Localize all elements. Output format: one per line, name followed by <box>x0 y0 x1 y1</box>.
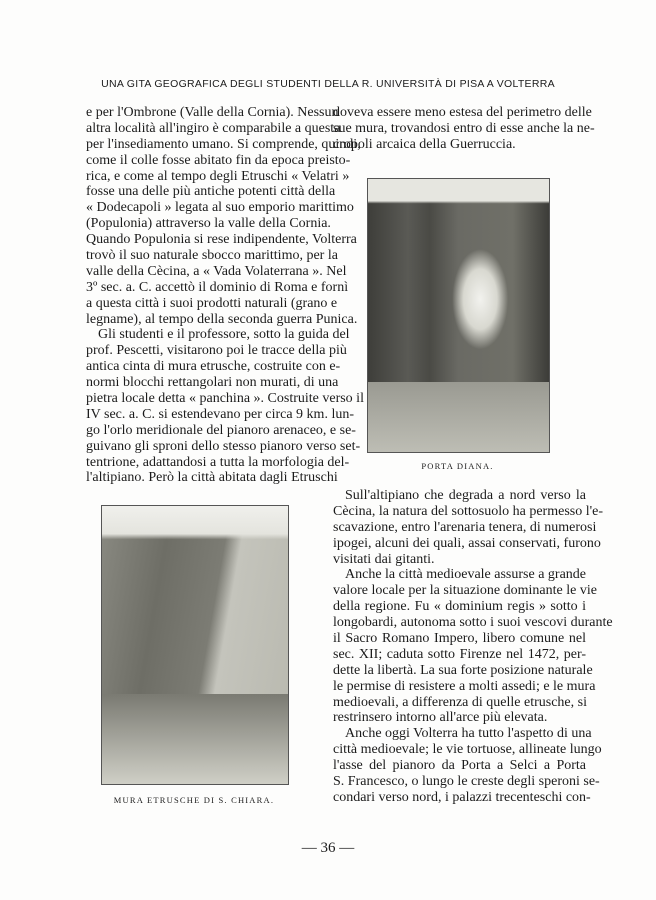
text-line: valle della Cècina, a « Vada Volaterrana ». Nel <box>86 263 347 279</box>
text-line: go l'orlo meridionale del pianoro arenaceo, e se- <box>86 422 356 438</box>
text-line: come il colle fosse abitato fin da epoca preisto- <box>86 152 351 168</box>
running-header: UNA GITA GEOGRAFICA DEGLI STUDENTI DELLA R. UNIVERSITÀ DI PISA A VOLTERRA <box>101 78 555 90</box>
caption-mura-etrusche: MURA ETRUSCHE DI S. CHIARA. <box>113 795 275 805</box>
text-line: antica cinta di mura etrusche, costruite con e- <box>86 359 341 375</box>
text-line: città medioevale; le vie tortuose, allineate lungo <box>333 742 602 758</box>
text-line: l'altipiano. Però la città abitata dagli Etruschi <box>86 470 338 486</box>
text-line: sec. XII; caduta sotto Firenze nel 1472, per- <box>333 646 586 662</box>
text-line: Quando Populonia si rese indipendente, Volterra <box>86 232 357 248</box>
caption-porta-diana: PORTA DIANA. <box>421 461 494 471</box>
text-line: le permise di resistere a molti assedi; e le mura <box>333 678 596 694</box>
text-line: per l'insediamento umano. Si comprende, quindi, <box>86 136 361 152</box>
page-number: — 36 — <box>301 840 355 856</box>
text-line: Anche la città medioevale assurse a grande <box>345 567 587 583</box>
text-line: sue mura, trovandosi entro di esse anche la ne- <box>333 120 595 136</box>
photo-porta-diana <box>367 178 550 453</box>
text-line: trovò il suo naturale sbocco marittimo, per la <box>86 248 338 264</box>
text-line: dette la libertà. La sua forte posizione naturale <box>333 662 593 678</box>
text-line: rica, e come al tempo degli Etruschi « Velatri » <box>86 168 350 184</box>
text-line: Gli studenti e il professore, sotto la guida del <box>98 327 350 343</box>
text-line: visitati dai gitanti. <box>333 551 435 567</box>
text-line: S. Francesco, o lungo le creste degli speroni se- <box>333 774 600 790</box>
text-line: il Sacro Romano Impero, libero comune nel <box>333 631 586 647</box>
right-column-bottom-text <box>333 488 613 806</box>
text-line: legname), al tempo della seconda guerra Punica. <box>86 311 358 327</box>
text-line: l'asse del pianoro da Porta a Selci a Porta <box>333 758 586 774</box>
text-line: condari verso nord, i palazzi trecenteschi con- <box>333 789 591 805</box>
text-line: Sull'altipiano che degrada a nord verso la <box>345 488 586 503</box>
text-line: altra località all'ingiro è comparabile a questa <box>86 120 341 136</box>
text-line: (Populonia) attraverso la valle della Cornia. <box>86 216 331 232</box>
text-line: longobardi, autonoma sotto i suoi vescovi durante <box>333 615 613 631</box>
text-line: guivano gli sproni dello stesso pianoro verso set- <box>86 438 361 454</box>
text-line: restrinsero intorno all'arce più elevata. <box>333 710 548 726</box>
text-line: « Dodecapoli » legata al suo emporio marittimo <box>86 200 354 216</box>
left-column-text <box>86 105 364 486</box>
text-line: doveva essere meno estesa del perimetro delle <box>333 105 592 120</box>
text-line: pietra locale detta « panchina ». Costruite verso il <box>86 391 364 407</box>
text-line: IV sec. a. C. si estendevano per circa 9 km. lun- <box>86 406 354 422</box>
photo-mura-etrusche <box>101 505 289 785</box>
text-line: valore locale per la situazione dominante le vie <box>333 583 597 599</box>
text-line: prof. Pescetti, visitarono poi le tracce della più <box>86 343 347 359</box>
text-line: fosse una delle più antiche potenti città della <box>86 184 336 200</box>
text-line: e per l'Ombrone (Valle della Cornia). Nessun <box>86 105 339 120</box>
text-line: cropoli arcaica della Guerruccia. <box>333 136 516 152</box>
text-line: medioevali, a differenza di quelle etrusche, si <box>333 694 587 710</box>
text-line: Cècina, la natura del sottosuolo ha permesso l'e- <box>333 503 603 519</box>
text-line: normi blocchi rettangolari non murati, di una <box>86 375 339 391</box>
text-line: Anche oggi Volterra ha tutto l'aspetto di una <box>345 726 592 742</box>
text-line: a questa città i suoi prodotti naturali (grano e <box>86 295 338 311</box>
text-line: scavazione, entro l'arenaria tenera, di numerosi <box>333 519 597 535</box>
text-line: 3º sec. a. C. accettò il dominio di Roma e fornì <box>86 279 349 295</box>
right-column-top-text <box>333 105 595 153</box>
text-line: della regione. Fu « dominium regis » sotto i <box>333 599 586 615</box>
text-line: ipogei, alcuni dei quali, assai conservati, furono <box>333 535 601 551</box>
text-line: tentrione, adattandosi a tutta la morfologia del- <box>86 454 350 470</box>
